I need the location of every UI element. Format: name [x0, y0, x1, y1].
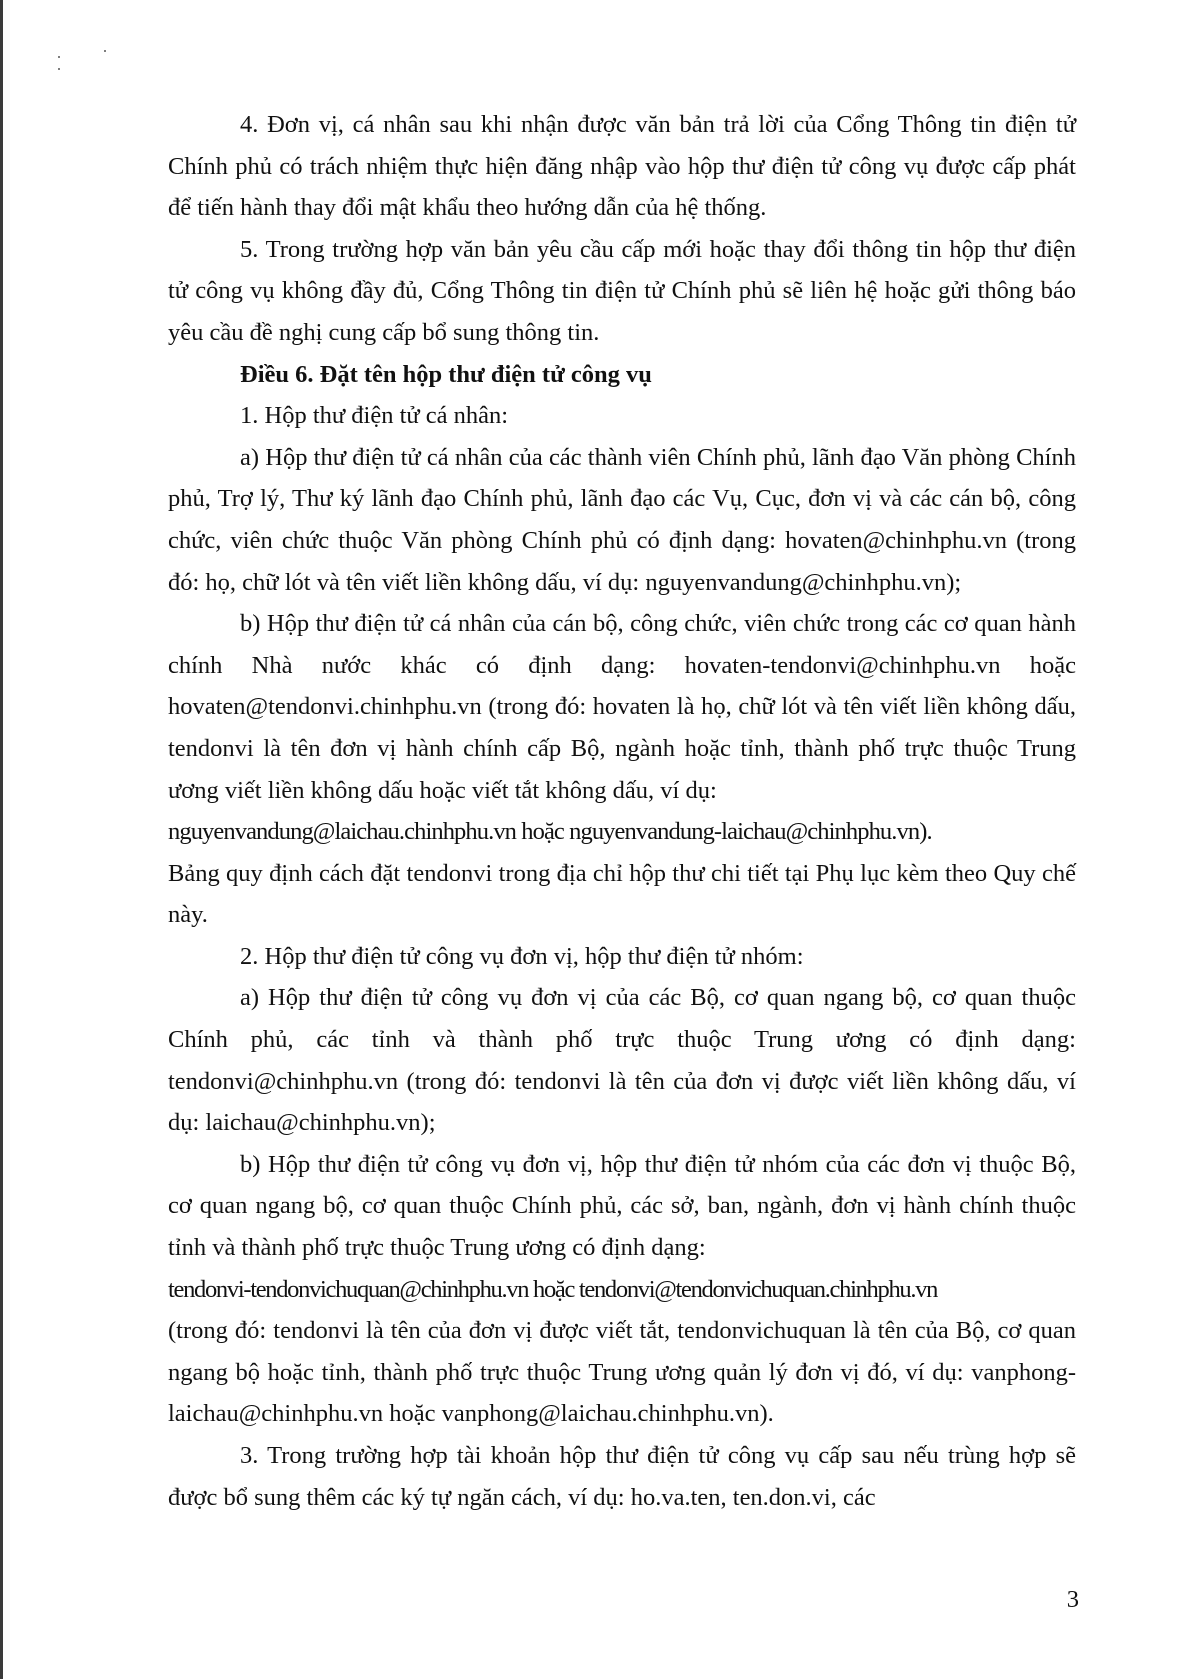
scan-speck	[58, 68, 60, 70]
paragraph-personal-a: a) Hộp thư điện tử cá nhân của các thành viên Chính phủ, lãnh đạo Văn phòng Chính phủ, Trợ lý, Thư ký lãnh đạo Chính phủ, lãnh đạo các Vụ, Cục, đơn vị và các cán bộ, công chức, viên chức thuộc Văn phòng Chính phủ có định dạng: hovaten@chinhphu.vn (trong đó: họ, chữ lót và tên viết liền không dấu, ví dụ: nguyenvandung@chinhphu.vn);	[168, 443, 1076, 596]
document-body	[168, 104, 1076, 1518]
paragraph-item-5: 5. Trong trường hợp văn bản yêu cầu cấp mới hoặc thay đổi thông tin hộp thư điện tử công vụ không đầy đủ, Cổng Thông tin điện tử Chính phủ sẽ liên hệ hoặc gửi thông báo yêu cầu đề nghị cung cấp bổ sung thông tin.	[168, 235, 1076, 346]
paragraph-personal-b-appendix: Bảng quy định cách đặt tendonvi trong địa chỉ hộp thư chi tiết tại Phụ lục kèm theo Quy chế này.	[168, 859, 1076, 929]
scan-speck	[104, 50, 106, 52]
paragraph-personal-mailbox: 1. Hộp thư điện tử cá nhân:	[240, 402, 509, 430]
paragraph-unit-a: a) Hộp thư điện tử công vụ đơn vị của các Bộ, cơ quan ngang bộ, cơ quan thuộc Chính phủ, các tỉnh và thành phố trực thuộc Trung ương có định dạng: tendonvi@chinhphu.vn (trong đó: tendonvi là tên của đơn vị được viết liền không dấu, ví dụ: laichau@chinhphu.vn);	[168, 984, 1076, 1137]
scan-speck	[58, 56, 60, 58]
article-6-heading: Điều 6. Đặt tên hộp thư điện tử công vụ	[240, 360, 652, 388]
paragraph-item-3: 3. Trong trường hợp tài khoản hộp thư điện tử công vụ cấp sau nếu trùng hợp sẽ được bổ sung thêm các ký tự ngăn cách, ví dụ: ho.va.ten, ten.don.vi, các	[168, 1442, 1076, 1511]
paragraph-unit-b: b) Hộp thư điện tử công vụ đơn vị, hộp thư điện tử nhóm của các đơn vị thuộc Bộ, cơ quan ngang bộ, cơ quan thuộc Chính phủ, các sở, ban, ngành, đơn vị hành chính thuộc tỉnh và thành phố trực thuộc Trung ương có định dạng:	[168, 1150, 1076, 1262]
paragraph-personal-b: b) Hộp thư điện tử cá nhân của cán bộ, công chức, viên chức trong các cơ quan hành chính Nhà nước khác có định dạng: hovaten-tendonvi@chinhphu.vn hoặc hovaten@tendonvi.chinhphu.vn (trong đó: hovaten là họ, chữ lót và tên viết liền không dấu, tendonvi là tên đơn vị hành chính cấp Bộ, ngành hoặc tỉnh, thành phố trực thuộc Trung ương viết liền không dấu hoặc viết tắt không dấu, ví dụ:	[168, 610, 1076, 804]
paragraph-unit-b-explanation: (trong đó: tendonvi là tên của đơn vị được viết tắt, tendonvichuquan là tên của Bộ, cơ quan ngang bộ hoặc tỉnh, thành phố trực thuộc Trung ương quản lý đơn vị đó, ví dụ: vanphong-laichau@chinhphu.vn hoặc vanphong@laichau.chinhphu.vn).	[168, 1317, 1076, 1428]
scan-left-edge	[0, 0, 3, 1679]
paragraph-item-4: 4. Đơn vị, cá nhân sau khi nhận được văn bản trả lời của Cổng Thông tin điện tử Chính phủ có trách nhiệm thực hiện đăng nhập vào hộp thư điện tử công vụ được cấp phát để tiến hành thay đổi mật khẩu theo hướng dẫn của hệ thống.	[168, 111, 1076, 222]
paragraph-personal-b-example: nguyenvandung@laichau.chinhphu.vn hoặc nguyenvandung-laichau@chinhphu.vn).	[168, 818, 932, 846]
page-number: 3	[1066, 1586, 1079, 1613]
paragraph-unit-mailbox: 2. Hộp thư điện tử công vụ đơn vị, hộp thư điện tử nhóm:	[240, 942, 804, 970]
paragraph-unit-b-format: tendonvi-tendonvichuquan@chinhphu.vn hoặc tendonvi@tendonvichuquan.chinhphu.vn	[168, 1275, 938, 1303]
